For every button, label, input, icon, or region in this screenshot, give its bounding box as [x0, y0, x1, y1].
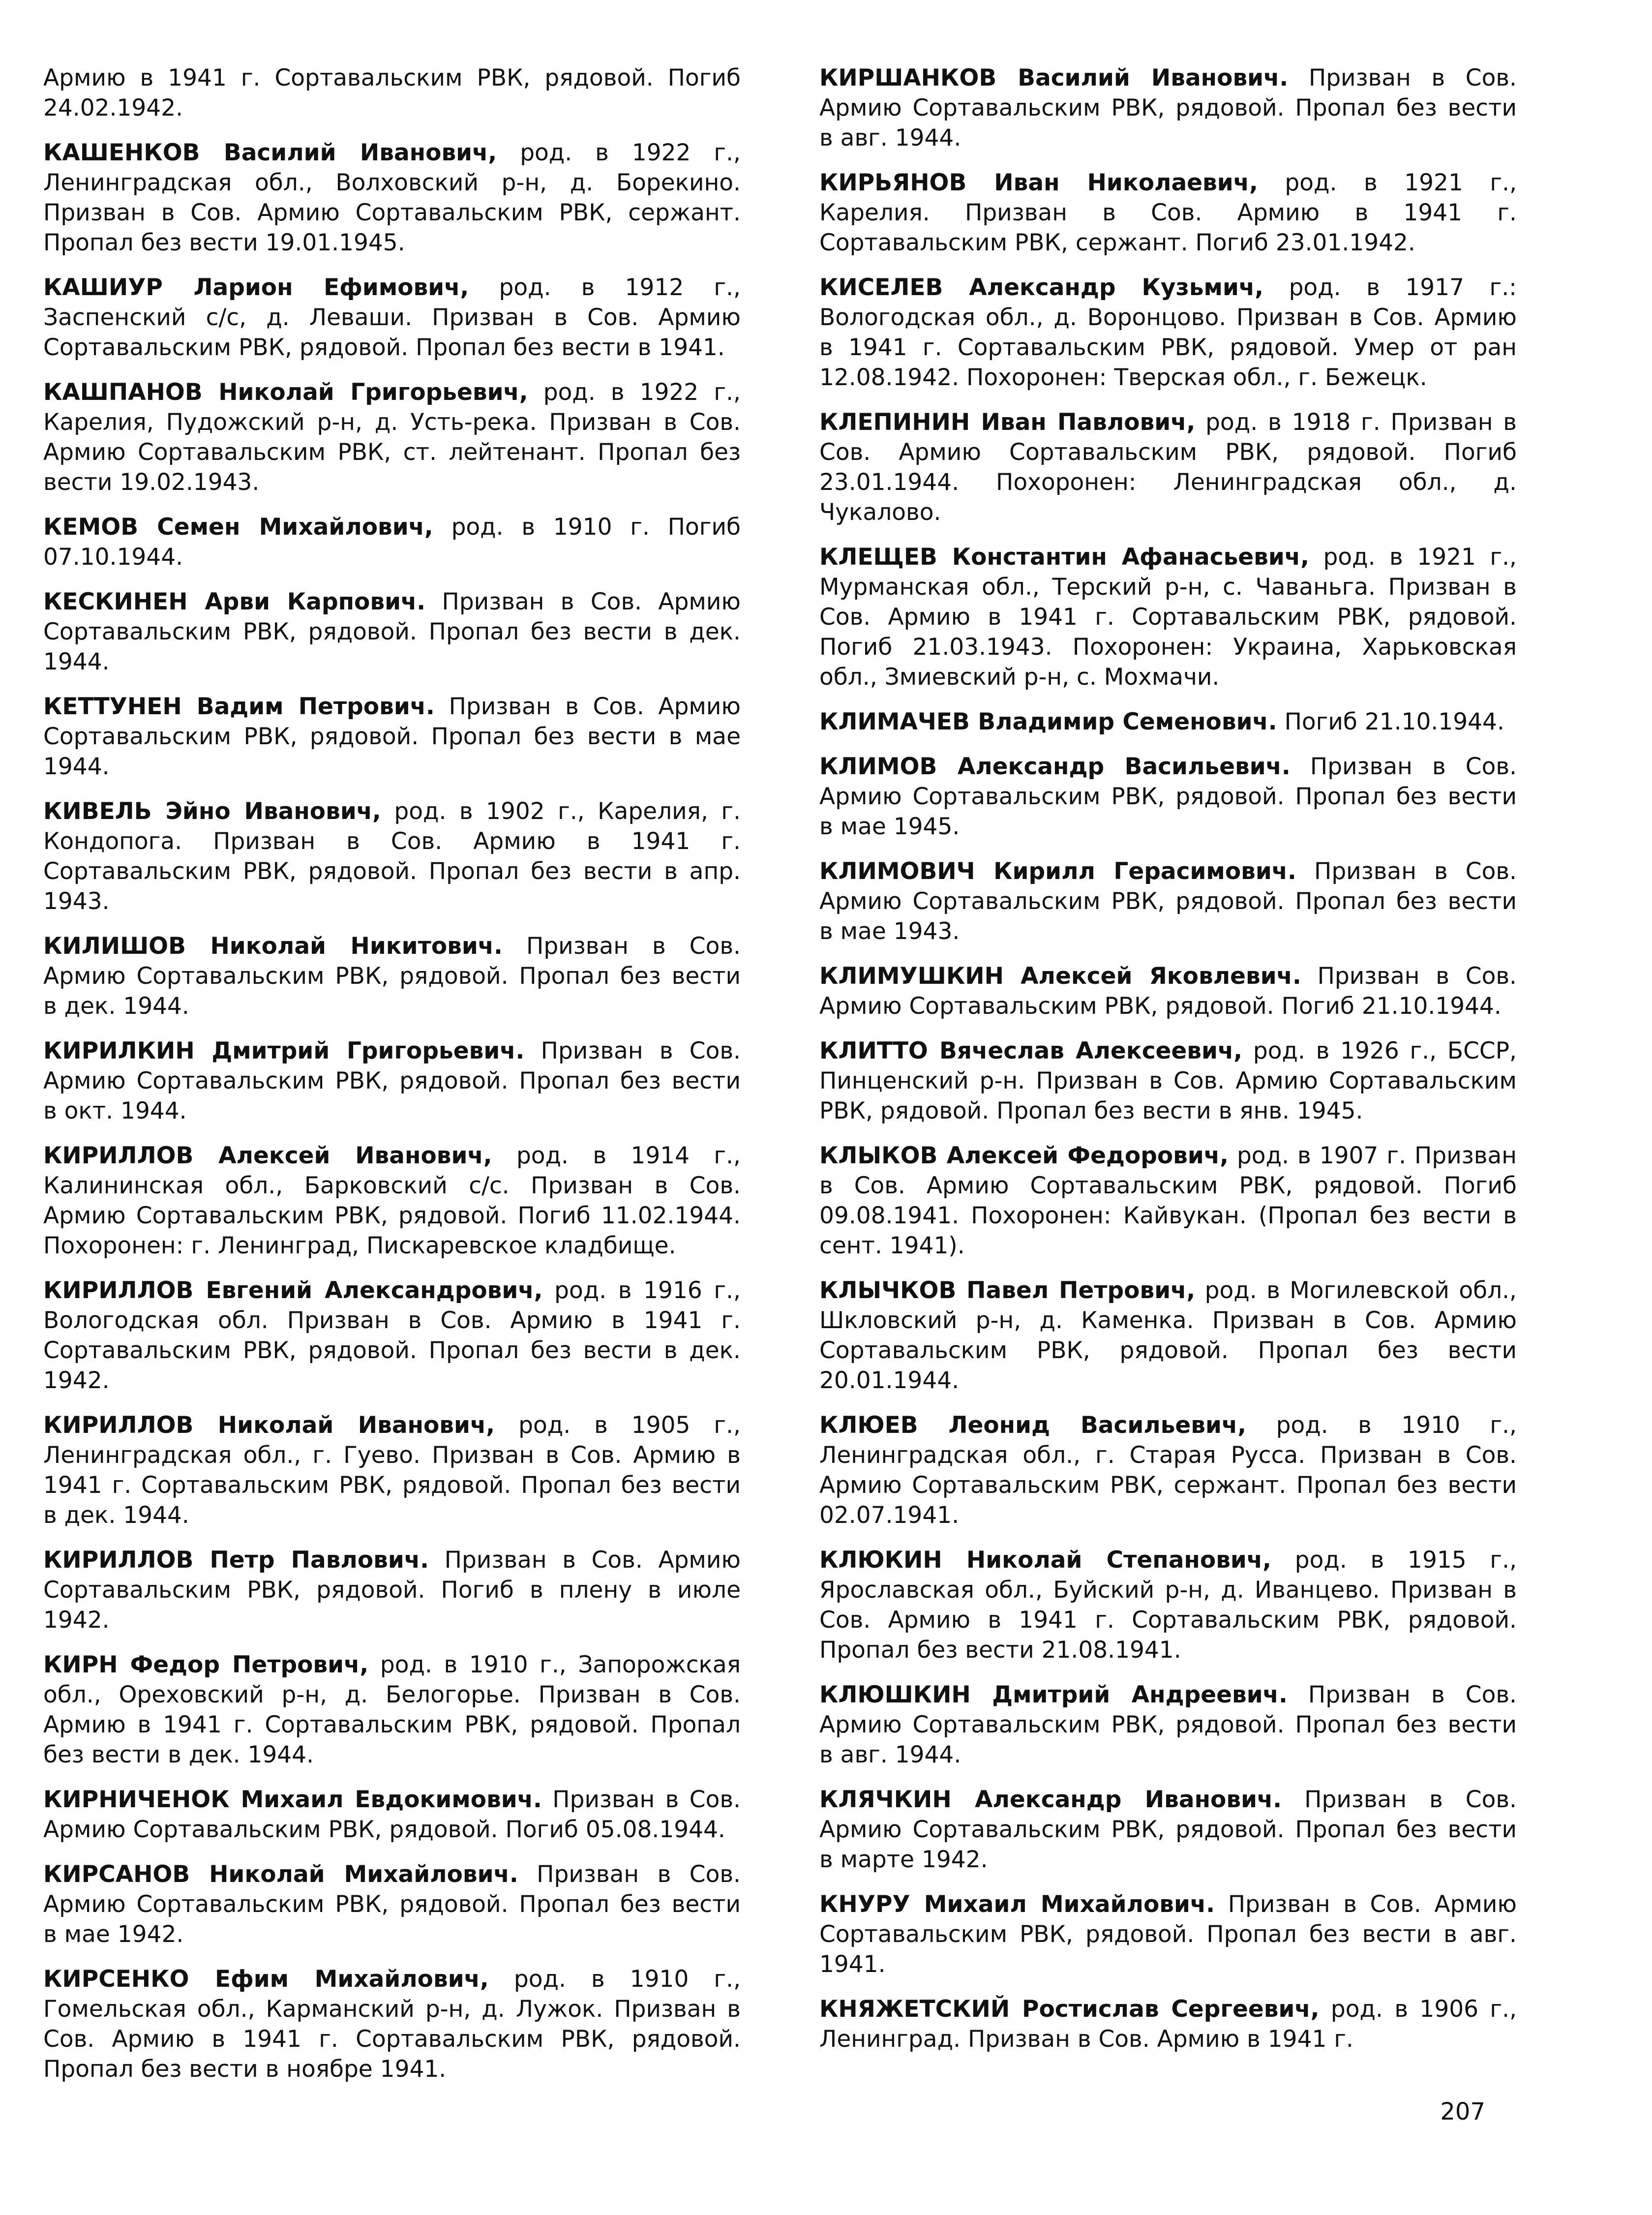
- entry: [43, 692, 741, 782]
- entry-text: род. в 1910 г. Погиб 07.10.1944.: [43, 514, 741, 571]
- entry-name: КИРСЕНКО Ефим Михайлович,: [43, 1966, 489, 1993]
- entry-name: КИРИЛЛОВ Алексей Иванович,: [43, 1142, 492, 1169]
- entry-text: Призван в Сов. Армию Сортавальским РВК, рядовой. Погиб 21.10.1944.: [819, 963, 1517, 1020]
- entry-name: КЛИМАЧЕВ Владимир Семенович.: [819, 708, 1277, 735]
- entry-name: КИРН Федор Петрович,: [43, 1651, 369, 1678]
- entry: [43, 1141, 741, 1261]
- entry: [819, 1785, 1517, 1875]
- entry: [43, 1545, 741, 1635]
- entry-text: Призван в Сов. Армию Сортавальским РВК, рядовой. Пропал без вести в дек. 1944.: [43, 933, 741, 1020]
- entry-text: Призван в Сов. Армию Сортавальским РВК, рядовой. Погиб 05.08.1944.: [43, 1786, 741, 1843]
- entry-name: КАШИУР Ларион Ефимович,: [43, 274, 469, 301]
- entry: [819, 1410, 1517, 1530]
- entry-name: КИРСАНОВ Николай Михайлович.: [43, 1861, 518, 1888]
- entry-text: род. в 1926 г., БССР, Пинценский р-н. Призван в Сов. Армию Сортавальским РВК, рядовой. Пропал без вести в янв. 1945.: [819, 1037, 1517, 1124]
- entry-text: род. в 1910 г., Гомельская обл., Карманский р-н, д. Лужок. Призван в Сов. Армию в 1941 г. Сортавальским РВК, рядовой. Пропал без вести в ноябре 1941.: [43, 1966, 741, 2083]
- entry: [43, 377, 741, 497]
- entry: [43, 796, 741, 916]
- entry-text: Призван в Сов. Армию Сортавальским РВК, рядовой. Пропал без вести в авг. 1941.: [819, 1891, 1517, 1978]
- entry-name: КЛЮЕВ Леонид Васильевич,: [819, 1412, 1247, 1439]
- entry-name: КИРИЛЛОВ Петр Павлович.: [43, 1547, 429, 1574]
- entry-text: Призван в Сов. Армию Сортавальским РВК, рядовой. Пропал без вести в мае 1944.: [43, 693, 741, 780]
- entry-name: КАШПАНОВ Николай Григорьевич,: [43, 379, 528, 406]
- entry-name: КЛЕЩЕВ Константин Афанасьевич,: [819, 544, 1309, 571]
- entry: [819, 1680, 1517, 1770]
- entry-text: род. в 1902 г., Карелия, г. Кондопога. Призван в Сов. Армию в 1941 г. Сортавальским РВК, рядовой. Пропал без вести в апр. 1943.: [43, 798, 741, 915]
- entry: [43, 512, 741, 572]
- entry-name: КИРИЛЛОВ Николай Иванович,: [43, 1412, 495, 1439]
- entry: [43, 587, 741, 677]
- entry-text: род. в 1910 г., Запорожская обл., Ореховский р-н, д. Белогорье. Призван в Сов. Армию в 1941 г. Сортавальским РВК, рядовой. Пропал без вести в дек. 1944.: [43, 1651, 741, 1768]
- entry: [43, 1410, 741, 1530]
- entry-name: КЕМОВ Семен Михайлович,: [43, 514, 433, 541]
- entry-name: КЕСКИНЕН Арви Карпович.: [43, 588, 426, 615]
- entry-name: КЛИМУШКИН Алексей Яковлевич.: [819, 963, 1301, 990]
- entry: [819, 1036, 1517, 1126]
- entry-text: род. в 1912 г., Заспенский с/с, д. Леваши. Призван в Сов. Армию Сортавальским РВК, рядовой. Пропал без вести в 1941.: [43, 274, 741, 361]
- entry-name: КЛИМОВ Александр Васильевич.: [819, 753, 1291, 780]
- entry-name: КИРИЛЛОВ Евгений Александрович,: [43, 1277, 543, 1304]
- entry-name: КЛЯЧКИН Александр Иванович.: [819, 1786, 1282, 1813]
- entry-text: род. в 1921 г., Карелия. Призван в Сов. Армию в 1941 г. Сортавальским РВК, сержант. Погиб 23.01.1942.: [819, 169, 1517, 256]
- entry: [819, 542, 1517, 692]
- entry: [819, 752, 1517, 842]
- entry-text: Призван в Сов. Армию Сортавальским РВК, рядовой. Пропал без вести в марте 1942.: [819, 1786, 1517, 1873]
- entry-text: род. в 1907 г. Призван в Сов. Армию Сортавальским РВК, рядовой. Погиб 09.08.1941. Похоронен: Кайвукан. (Пропал без вести в сент. 1941).: [819, 1142, 1517, 1259]
- entry-name: КНУРУ Михаил Михайлович.: [819, 1891, 1215, 1918]
- entry-text: род. в 1918 г. Призван в Сов. Армию Сортавальским РВК, рядовой. Погиб 23.01.1944. Похоронен: Ленинградская обл., д. Чукалово.: [819, 409, 1517, 526]
- entry-text: род. в 1905 г., Ленинградская обл., г. Гуево. Призван в Сов. Армию в 1941 г. Сортавальским РВК, рядовой. Пропал без вести в дек. 1944.: [43, 1412, 741, 1529]
- entry-name: КЛЮКИН Николай Степанович,: [819, 1547, 1271, 1574]
- page-number: 207: [1440, 2098, 1485, 2125]
- entry: [43, 1036, 741, 1126]
- entry-name: КИРНИЧЕНОК Михаил Евдокимович.: [43, 1786, 542, 1813]
- entry-text: род. в 1914 г., Калининская обл., Барковский с/с. Призван в Сов. Армию Сортавальским РВК, рядовой. Погиб 11.02.1944. Похоронен: г. Ленинград, Пискаревское кладбище.: [43, 1142, 741, 1259]
- entry: [819, 707, 1517, 737]
- entry-text: род. в Могилевской обл., Шкловский р-н, д. Каменка. Призван в Сов. Армию Сортавальским РВК, рядовой. Пропал без вести 20.01.1944.: [819, 1277, 1517, 1394]
- entry-text: род. в 1915 г., Ярославская обл., Буйский р-н, д. Иванцево. Призван в Сов. Армию в 1941 г. Сортавальским РВК, рядовой. Пропал без вести 21.08.1941.: [819, 1547, 1517, 1664]
- entry-text: Призван в Сов. Армию Сортавальским РВК, рядовой. Пропал без вести в авг. 1944.: [819, 64, 1517, 152]
- entry-name: КЕТТУНЕН Вадим Петрович.: [43, 693, 435, 720]
- entry-name: КЛЫЧКОВ Павел Петрович,: [819, 1277, 1196, 1304]
- entry: [819, 168, 1517, 258]
- entry-text: род. в 1916 г., Вологодская обл. Призван в Сов. Армию в 1941 г. Сортавальским РВК, рядовой. Пропал без вести в дек. 1942.: [43, 1277, 741, 1394]
- entry-name: КИРЬЯНОВ Иван Николаевич,: [819, 169, 1258, 196]
- entry-text: Призван в Сов. Армию Сортавальским РВК, рядовой. Пропал без вести в дек. 1944.: [43, 588, 741, 675]
- right-column: [819, 63, 1517, 2069]
- entry: [819, 63, 1517, 153]
- entry: [819, 1545, 1517, 1665]
- entry: [43, 273, 741, 363]
- entry: [819, 1275, 1517, 1396]
- entry-name: КИРИЛКИН Дмитрий Григорьевич.: [43, 1037, 525, 1064]
- entry-text: Призван в Сов. Армию Сортавальским РВК, рядовой. Пропал без вести в мае 1945.: [819, 753, 1517, 840]
- entry-name: КЛИМОВИЧ Кирилл Герасимович.: [819, 858, 1296, 885]
- entry-text: Призван в Сов. Армию Сортавальским РВК, рядовой. Пропал без вести в окт. 1944.: [43, 1037, 741, 1124]
- entry: [43, 138, 741, 258]
- entry: [819, 273, 1517, 393]
- entry: [819, 1889, 1517, 1979]
- entry: [43, 1275, 741, 1396]
- entry: [819, 407, 1517, 527]
- entry-text: род. в 1906 г., Ленинград. Призван в Сов. Армию в 1941 г.: [819, 1996, 1517, 2053]
- entry-text: Армию в 1941 г. Сортавальским РВК, рядовой. Погиб 24.02.1942.: [43, 64, 741, 121]
- entry: [819, 856, 1517, 946]
- entry-name: КЛЕПИНИН Иван Павлович,: [819, 409, 1196, 436]
- entry-name: КАШЕНКОВ Василий Иванович,: [43, 139, 497, 166]
- left-column: [43, 63, 741, 2099]
- entry-name: КНЯЖЕТСКИЙ Ростислав Сергеевич,: [819, 1996, 1320, 2023]
- entry-text: род. в 1910 г., Ленинградская обл., г. Старая Русса. Призван в Сов. Армию Сортавальским РВК, сержант. Пропал без вести 02.07.1941.: [819, 1412, 1517, 1529]
- entry: [43, 63, 741, 123]
- entry: [43, 1859, 741, 1949]
- entry-name: КЛЮШКИН Дмитрий Андреевич.: [819, 1681, 1288, 1708]
- entry-text: Погиб 21.10.1944.: [1277, 708, 1504, 735]
- entry-text: Призван в Сов. Армию Сортавальским РВК, рядовой. Пропал без вести в авг. 1944.: [819, 1681, 1517, 1768]
- entry-text: Призван в Сов. Армию Сортавальским РВК, рядовой. Пропал без вести в мае 1943.: [819, 858, 1517, 945]
- entry-name: КЛЫКОВ Алексей Федорович,: [819, 1142, 1229, 1169]
- entry-text: Призван в Сов. Армию Сортавальским РВК, рядовой. Пропал без вести в мае 1942.: [43, 1861, 741, 1948]
- entry: [819, 961, 1517, 1021]
- entry: [819, 1141, 1517, 1261]
- entry-text: род. в 1917 г.: Вологодская обл., д. Воронцово. Призван в Сов. Армию в 1941 г. Сортавальским РВК, рядовой. Умер от ран 12.08.1942. Похоронен: Тверская обл., г. Бежецк.: [819, 274, 1517, 391]
- entry-name: КИСЕЛЕВ Александр Кузьмич,: [819, 274, 1264, 301]
- entry-text: род. в 1921 г., Мурманская обл., Терский р-н, с. Чаваньга. Призван в Сов. Армию в 1941 г. Сортавальским РВК, рядовой. Погиб 21.03.1943. Похоронен: Украина, Харьковская обл., Змиевский р-н, с. Мохмачи.: [819, 544, 1517, 691]
- entry-text: Призван в Сов. Армию Сортавальским РВК, рядовой. Погиб в плену в июле 1942.: [43, 1547, 741, 1634]
- entry-text: род. в 1922 г., Ленинградская обл., Волховский р-н, д. Борекино. Призван в Сов. Армию Сортавальским РВК, сержант. Пропал без вести 19.01.1945.: [43, 139, 741, 256]
- entry: [43, 1964, 741, 2084]
- entry: [43, 1785, 741, 1845]
- entry-text: род. в 1922 г., Карелия, Пудожский р-н, д. Усть-река. Призван в Сов. Армию Сортавальским РВК, ст. лейтенант. Пропал без вести 19.02.1943.: [43, 379, 741, 496]
- entry-name: КИРШАНКОВ Василий Иванович.: [819, 64, 1289, 91]
- entry: [819, 1994, 1517, 2054]
- entry: [43, 1650, 741, 1770]
- entry-name: КИВЕЛЬ Эйно Иванович,: [43, 798, 381, 825]
- entry: [43, 931, 741, 1021]
- entry-name: КИЛИШОВ Николай Никитович.: [43, 933, 503, 960]
- entry-name: КЛИТТО Вячеслав Алексеевич,: [819, 1037, 1243, 1064]
